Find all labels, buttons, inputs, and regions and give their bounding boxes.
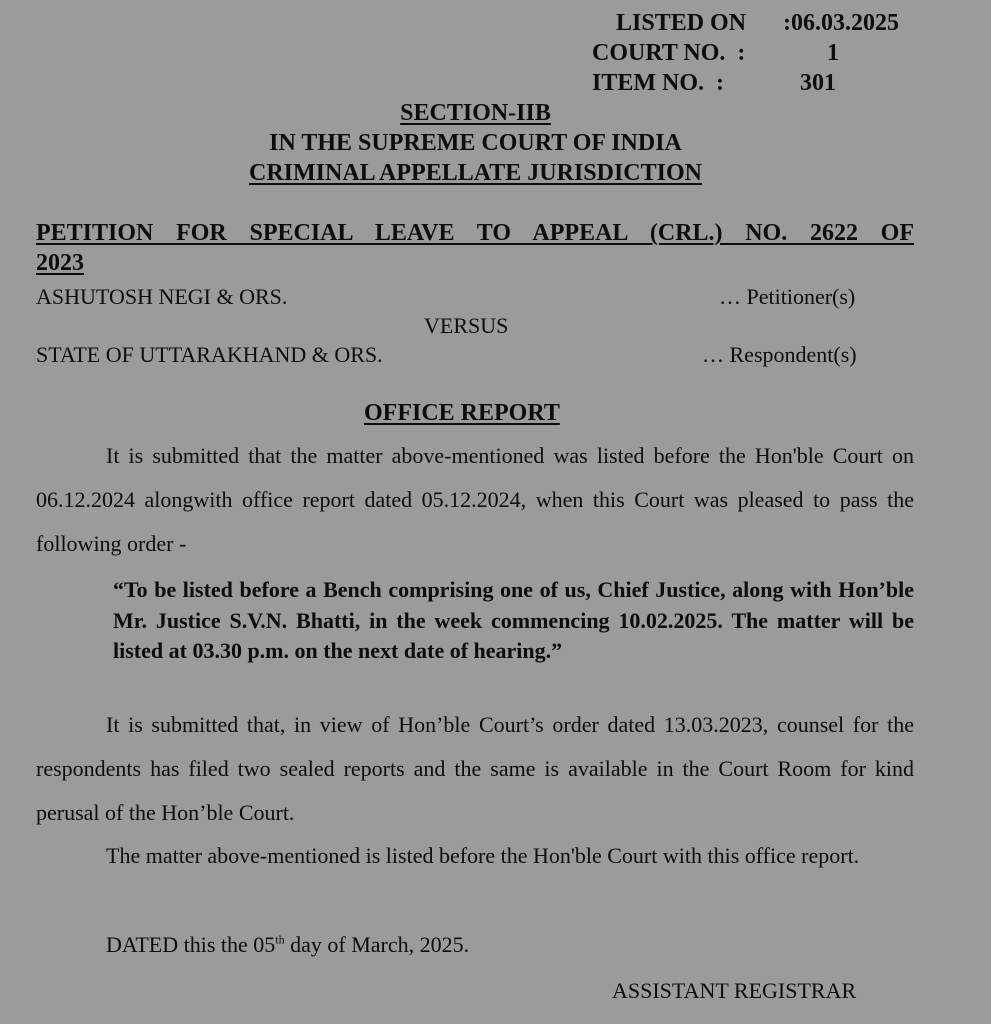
- dated-suffix: day of March, 2025.: [284, 932, 470, 957]
- report-paragraph-2: [36, 703, 914, 835]
- court-no-value: 1: [827, 40, 839, 66]
- court-no-row: [592, 40, 852, 70]
- case-title-line2: 2023: [36, 250, 84, 276]
- report-paragraph-3-text: The matter above-mentioned is listed before the Hon'ble Court with this office report.: [106, 843, 860, 868]
- petitioner-role: … Petitioner(s): [719, 284, 856, 309]
- section-heading: SECTION-IIB: [400, 100, 551, 126]
- case-title-line1: PETITION FOR SPECIAL LEAVE TO APPEAL (CRL.) NO. 2622 OF: [36, 220, 914, 246]
- dated-line: [106, 932, 469, 958]
- jurisdiction-heading: CRIMINAL APPELLATE JURISDICTION: [249, 160, 702, 186]
- item-no-label: ITEM NO. :: [592, 70, 724, 96]
- listed-on-value: :06.03.2025: [783, 10, 899, 36]
- respondent-role: … Respondent(s): [702, 342, 857, 367]
- dated-superscript: th: [275, 932, 285, 947]
- listed-on-row: [616, 10, 916, 40]
- item-no-row: [592, 70, 852, 100]
- court-name: IN THE SUPREME COURT OF INDIA: [269, 130, 682, 156]
- report-paragraph-1: [36, 434, 914, 566]
- report-paragraph-2-text: It is submitted that, in view of Hon’ble Court’s order dated 13.03.2023, counsel for the respondents has filed two sealed reports and the same is available in the Court Room for kind perusal of the Hon’ble Court.: [36, 712, 914, 825]
- quoted-order: “To be listed before a Bench comprising one of us, Chief Justice, along with Hon’ble Mr. Justice S.V.N. Bhatti, in the week commencing 10.02.2025. The matter will be listed at 03.30 p.m. on the next date of hearing.”: [113, 577, 914, 663]
- petitioner-name: ASHUTOSH NEGI & ORS.: [36, 284, 288, 309]
- respondent-name: STATE OF UTTARAKHAND & ORS.: [36, 342, 383, 367]
- versus-label: VERSUS: [424, 313, 509, 338]
- dated-prefix: DATED this the 05: [106, 932, 276, 957]
- item-no-value: 301: [800, 70, 836, 96]
- listed-on-label: LISTED ON: [616, 10, 747, 36]
- court-no-label: COURT NO. :: [592, 40, 746, 66]
- report-paragraph-3: [36, 834, 914, 878]
- report-paragraph-1-text: It is submitted that the matter above-mentioned was listed before the Hon'ble Court on 06.12.2024 alongwith office report dated 05.12.2024, when this Court was pleased to pass the following order -: [36, 443, 914, 556]
- office-report-heading: OFFICE REPORT: [364, 400, 560, 426]
- signatory: ASSISTANT REGISTRAR: [612, 978, 857, 1003]
